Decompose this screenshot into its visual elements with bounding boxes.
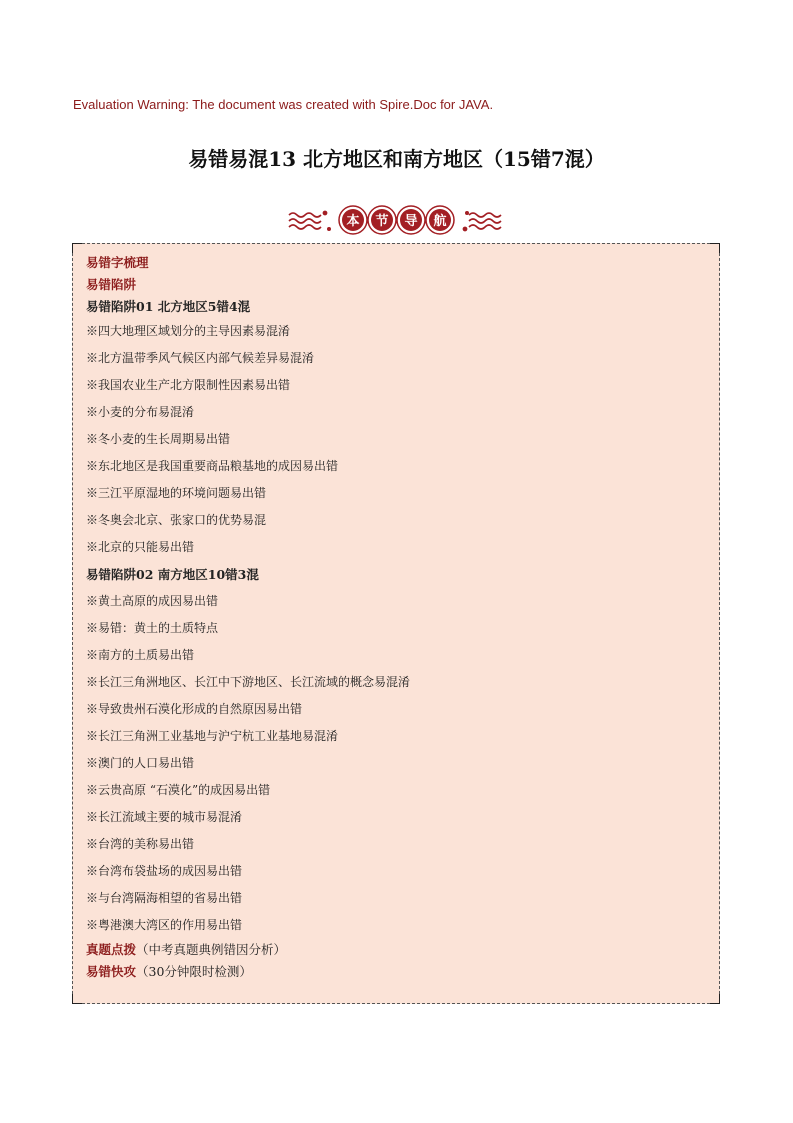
- toc-item[interactable]: ※北京的只能易出错: [86, 540, 195, 554]
- nav-char: 航: [433, 214, 447, 229]
- toc-item[interactable]: ※四大地理区域划分的主导因素易混淆: [86, 324, 291, 338]
- corner-mark-icon: [710, 243, 720, 253]
- nav-char: 导: [404, 214, 418, 229]
- toc-section-link[interactable]: 易错字梳理: [86, 255, 149, 270]
- toc-item[interactable]: ※长江流域主要的城市易混淆: [86, 810, 243, 824]
- toc-item[interactable]: ※三江平原湿地的环境问题易出错: [86, 486, 267, 500]
- nav-badge-1: [339, 206, 367, 234]
- toc-item[interactable]: ※我国农业生产北方限制性因素易出错: [86, 378, 291, 392]
- toc-section-label: 真题点拨: [86, 942, 137, 957]
- toc-trap1-items: [86, 318, 709, 561]
- toc-section-link[interactable]: [86, 961, 709, 983]
- toc-item[interactable]: ※长江三角洲地区、长江中下游地区、长江流域的概念易混淆: [86, 675, 411, 689]
- toc-section-note: （30分钟限时检测）: [136, 964, 252, 979]
- nav-badge-2: [368, 206, 396, 234]
- toc-item[interactable]: ※澳门的人口易出错: [86, 756, 195, 770]
- nav-badge-4: [426, 206, 454, 234]
- corner-mark-icon: [72, 243, 82, 253]
- toc-item[interactable]: ※与台湾隔海相望的省易出错: [86, 891, 243, 905]
- toc-item[interactable]: ※长江三角洲工业基地与沪宁杭工业基地易混淆: [86, 729, 339, 743]
- nav-char: 本: [346, 214, 360, 229]
- toc-section-link[interactable]: [86, 939, 709, 961]
- toc-item[interactable]: ※黄土高原的成因易出错: [86, 594, 219, 608]
- wave-ornament-right-icon: [463, 212, 501, 231]
- toc-trap-heading[interactable]: 易错陷阱02 南方地区10错3混: [86, 567, 259, 582]
- evaluation-warning: Evaluation Warning: The document was created with Spire.Doc for JAVA.: [73, 97, 494, 112]
- toc-item[interactable]: ※云贵高原 “石漠化”的成因易出错: [86, 783, 271, 797]
- toc-item[interactable]: ※台湾布袋盐场的成因易出错: [86, 864, 243, 878]
- toc-item[interactable]: ※冬奥会北京、张家口的优势易混: [86, 513, 267, 527]
- toc-list: [86, 252, 709, 983]
- toc-item[interactable]: ※东北地区是我国重要商品粮基地的成因易出错: [86, 459, 339, 473]
- toc-trap-heading[interactable]: 易错陷阱01 北方地区5错4混: [86, 299, 251, 314]
- section-nav-banner: [287, 203, 507, 237]
- corner-mark-icon: [710, 994, 720, 1004]
- nav-char: 节: [375, 214, 389, 229]
- nav-badge-3: [397, 206, 425, 234]
- toc-section-label: 易错快攻: [86, 964, 137, 979]
- toc-item[interactable]: ※粤港澳大湾区的作用易出错: [86, 918, 243, 932]
- toc-item[interactable]: ※北方温带季风气候区内部气候差异易混淆: [86, 351, 315, 365]
- toc-item[interactable]: ※导致贵州石漠化形成的自然原因易出错: [86, 702, 303, 716]
- toc-item[interactable]: ※南方的土质易出错: [86, 648, 195, 662]
- toc-item[interactable]: ※台湾的美称易出错: [86, 837, 195, 851]
- toc-box: [72, 243, 720, 1004]
- toc-trap2-items: [86, 588, 709, 939]
- toc-section-note: （中考真题典例错因分析）: [136, 942, 287, 957]
- page-title: 易错易混13 北方地区和南方地区（15错7混）: [188, 147, 605, 171]
- toc-item[interactable]: ※小麦的分布易混淆: [86, 405, 195, 419]
- wave-ornament-left-icon: [289, 211, 330, 230]
- toc-section-link[interactable]: 易错陷阱: [86, 277, 137, 292]
- toc-item[interactable]: ※易错：黄土的土质特点: [86, 621, 219, 635]
- toc-item[interactable]: ※冬小麦的生长周期易出错: [86, 432, 231, 446]
- corner-mark-icon: [72, 994, 82, 1004]
